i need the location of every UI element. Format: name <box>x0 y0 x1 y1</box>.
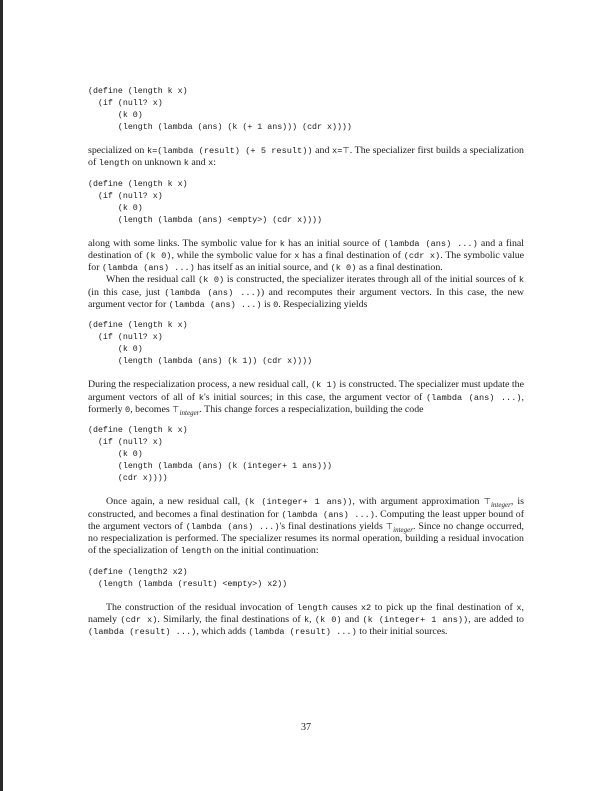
paragraph-5: Once again, a new residual call, (k (integer+ 1 ans)), with argument approximation $⊤_{integer}$, is constructed, and becomes a final destination for (lambda (ans) ...). Computing the least upper bound of the argument vectors of (lambda (ans) ...)'s final destinations yields $⊤_{integer}$. Since no change occurred, no respecialization is performed. The specializer resumes its normal operation, building a residual invocation of the specialization of length on the initial continuation: <box>88 496 525 557</box>
paragraph-6: The construction of the residual invocation of length causes x2 to pick up the final destination of x, namely (cdr x). Similarly, the final destinations of k, (k 0) and (k (integer+ 1 ans)), are added to (lambda (result) ...), which adds (lambda (result) ...) to their initial sources. <box>88 601 524 638</box>
paragraph-2: along with some links. The symbolic value for k has an initial source of (lambda (ans) ...) and a final destination of (k 0), while the symbolic value for x has a final destination of (cdr x). The symbolic value for (lambda (ans) ...) has itself as an initial source, and (k 0) as a final destination. <box>88 237 525 274</box>
paragraph-1: specialized on k=(lambda (result) (+ 5 result)) and x=⊤. The specializer first builds a specialization of length on unknown k and x: <box>88 145 524 169</box>
code-block-4: (define (length k x) (if (null? x) (k 0) (length (lambda (ans) (k (integer+ 1 ans))) (cdr x)))) <box>88 426 332 484</box>
code-block-1: (define (length k x) (if (null? x) (k 0) (length (lambda (ans) (k (+ 1 ans))) (cdr x)))) <box>88 87 352 132</box>
paragraph-4: During the respecialization process, a new residual call, (k 1) is constructed. The specializer must update the argument vectors of all of k's initial sources; in this case, the argument vector of (lambda (ans) ...), formerly 0, becomes $⊤_{integer}$. This change forces a respecialization, building the code <box>88 379 525 417</box>
paragraph-3: When the residual call (k 0) is constructed, the specializer iterates through all of the initial sources of k (in this case, just (lambda (ans) ...)) and recomputes their argument vectors. In this case, the new argument vector for (lambda (ans) ...) is 0. Respecializing yields <box>88 274 525 311</box>
code-block-5: (define (length2 x2) (length (lambda (result) <empty>) x2)) <box>88 567 288 589</box>
code-block-2: (define (length k x) (if (null? x) (k 0) (length (lambda (ans) <empty>) (cdr x)))) <box>88 179 323 225</box>
page-number: 37 <box>301 722 311 733</box>
scan-edge <box>0 0 3 791</box>
page-body <box>88 86 524 639</box>
code-block-3: (define (length k x) (if (null? x) (k 0) (length (lambda (ans) (k 1)) (cdr x)))) <box>88 321 313 367</box>
